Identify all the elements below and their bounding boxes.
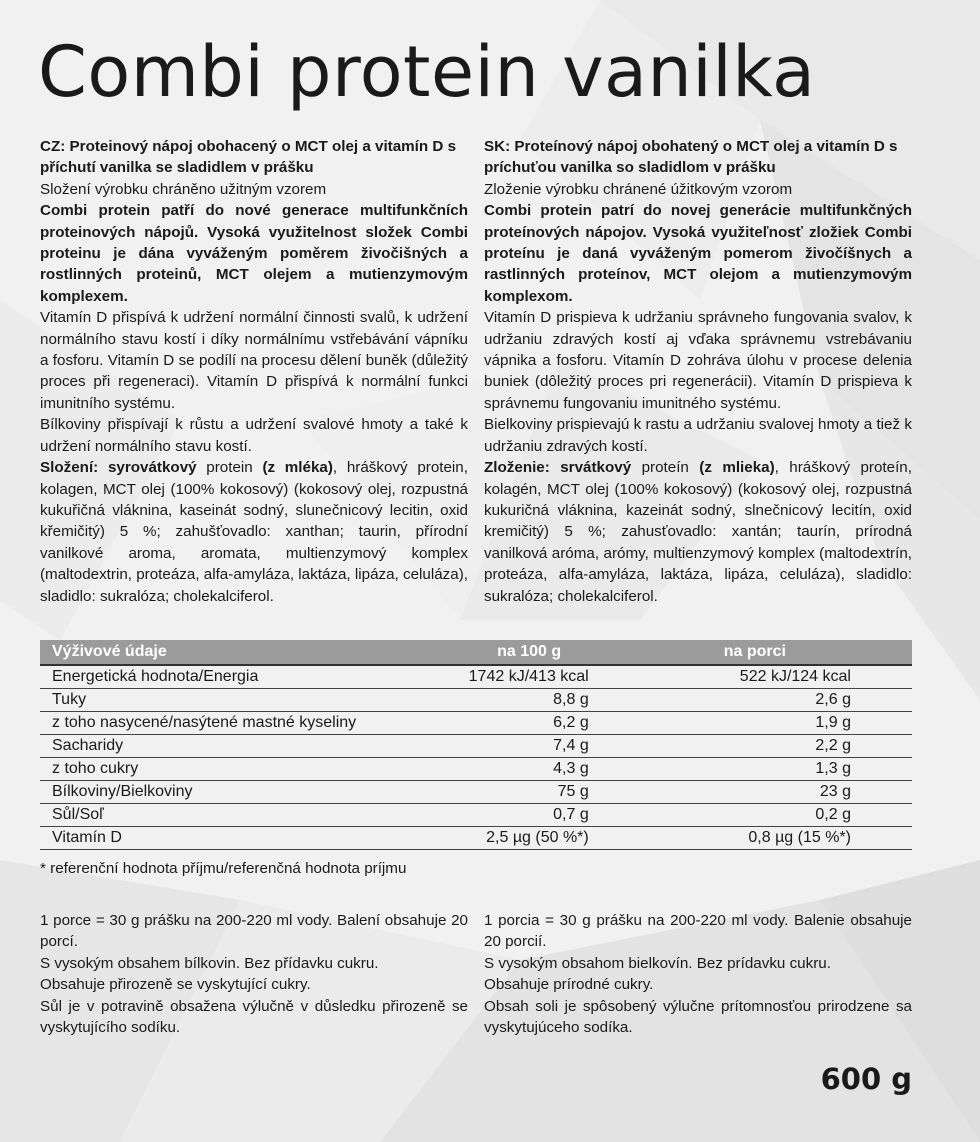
nutrient-per100: 7,4 g bbox=[406, 735, 589, 758]
sk-claim: S vysokým obsahom bielkovín. Bez prídavku cukru. bbox=[484, 954, 831, 972]
cz-ingredient-milk: (z mléka) bbox=[262, 459, 333, 477]
slovak-bottom-block bbox=[484, 910, 912, 1038]
nutrient-perserving: 23 g bbox=[589, 781, 851, 804]
sk-serving-info: 1 porcia = 30 g prášku na 200-220 ml vody. Balenie obsahuje 20 porcií. bbox=[484, 912, 912, 951]
sk-protected-note: Zloženie výrobku chránené úžitkovým vzorom bbox=[484, 180, 793, 198]
nutrient-perserving: 522 kJ/124 kcal bbox=[589, 665, 851, 689]
nutrient-per100: 0,7 g bbox=[406, 804, 589, 827]
czech-bottom-block bbox=[40, 910, 468, 1038]
cz-ingredient-whey: syrovátkový bbox=[107, 459, 197, 477]
nutrient-name: Energetická hodnota/Energia bbox=[40, 665, 406, 689]
cz-claim: S vysokým obsahem bílkovin. Bez přídavku cukru. bbox=[40, 954, 379, 972]
nutrient-perserving: 1,3 g bbox=[589, 758, 851, 781]
sk-salt-note: Obsah soli je spôsobený výlučne prítomnosťou prirodzene sa vyskytujúceho sodíka. bbox=[484, 997, 912, 1037]
product-title: Combi protein vanilka bbox=[38, 31, 816, 113]
cz-ingredient-text1: protein bbox=[196, 459, 263, 477]
row-spacer bbox=[851, 781, 912, 804]
nutrient-perserving: 2,2 g bbox=[589, 735, 851, 758]
cz-salt-note: Sůl je v potravině obsažena výlučně v důsledku přirozeně se vyskytujícího sodíku. bbox=[40, 997, 468, 1037]
net-weight: 600 g bbox=[820, 1062, 912, 1096]
cz-vitamin-text: Vitamín D přispívá k udržení normální činnosti svalů, k udržení normálního stavu kostí i díky normálnímu vstřebávání vápníku a fosforu. Vitamín D se podílí na procesu dělení buněk (důležitý proces při regeneraci). Vitamín D přispívá k normální funkci imunitního systému. bbox=[40, 309, 468, 412]
sk-ingredient-text1: proteín bbox=[631, 459, 700, 477]
cz-natural-sugar: Obsahuje přirozeně se vyskytující cukry. bbox=[40, 976, 311, 994]
cz-ingredient-text2: , hráškový protein, kolagen, MCT olej (100% kokosový) (kokosový olej, rozpustná kukuřičná vláknina, kaseinát sodný, slunečnicový lecitin, oxid křemičitý) 5 %; zahušťovadlo: xanthan; taurin, přírodní vanilkové aroma, aromata, multienzymový komplex (maltodextrin, proteáza, alfa-amyláza, laktáza, lipáza, celuláza), sladidlo: sukralóza; cholekalciferol. bbox=[40, 459, 468, 605]
row-spacer bbox=[851, 689, 912, 712]
sk-protein-text: Bielkoviny prispievajú k rastu a udržaniu svalovej hmoty a tiež k udržaniu zdravých kostí. bbox=[484, 416, 912, 455]
slovak-column bbox=[484, 136, 912, 607]
table-row bbox=[40, 689, 912, 712]
nutrient-per100: 8,8 g bbox=[406, 689, 589, 712]
table-row bbox=[40, 827, 912, 850]
sk-ingredient-whey: srvátkový bbox=[560, 459, 632, 477]
sk-vitamin-text: Vitamín D prispieva k udržaniu správneho fungovania svalov, k udržaniu zdravých kostí aj vďaka správnemu vstrebávaniu vápnika a fosforu. Vitamín D zohráva úlohu v procese delenia buniek (dôležitý proces pri regenerácii). Vitamín D prispieva k správnemu fungovaniu imunitného systému. bbox=[484, 309, 912, 412]
nutrition-header-row bbox=[40, 640, 912, 665]
cz-ingredients-label: Složení: bbox=[40, 459, 99, 477]
nutrient-name: Vitamín D bbox=[40, 827, 406, 850]
sk-ingredients bbox=[484, 457, 912, 607]
row-spacer bbox=[851, 712, 912, 735]
nutrient-per100: 1742 kJ/413 kcal bbox=[406, 665, 589, 689]
nutrient-perserving: 2,6 g bbox=[589, 689, 851, 712]
row-spacer bbox=[851, 827, 912, 850]
cz-heading: CZ: Proteinový nápoj obohacený o MCT olej a vitamín D s příchutí vanilka se sladidlem v prášku bbox=[40, 138, 457, 177]
row-spacer bbox=[851, 665, 912, 689]
table-row bbox=[40, 781, 912, 804]
czech-column bbox=[40, 136, 468, 607]
nutrient-perserving: 0,8 µg (15 %*) bbox=[589, 827, 851, 850]
nutrient-per100: 75 g bbox=[406, 781, 589, 804]
table-row bbox=[40, 804, 912, 827]
cz-intro: Combi protein patří do nové generace multifunkčních proteinových nápojů. Vysoká využitelnost složek Combi proteinu je dána vyváženým poměrem živočišných a rostlinných proteinů, MCT olejem a mutienzymovým komplexem. bbox=[40, 202, 468, 305]
table-row bbox=[40, 665, 912, 689]
row-spacer bbox=[851, 804, 912, 827]
nutrient-perserving: 1,9 g bbox=[589, 712, 851, 735]
row-spacer bbox=[851, 735, 912, 758]
sk-natural-sugar: Obsahuje prírodné cukry. bbox=[484, 976, 654, 994]
cz-protected-note: Složení výrobku chráněno užitným vzorem bbox=[40, 180, 327, 198]
sk-ingredient-milk: (z mlieka) bbox=[699, 459, 775, 477]
nutrition-header-spacer bbox=[851, 640, 912, 665]
sk-ingredient-text2: , hráškový proteín, kolagén, MCT olej (100% kokosový) (kokosový olej, rozpustná kukuričná vláknina, kazeinát sodný, slnečnicový lecitín, oxid kremičitý) 5 %; zahusťovadlo: xantán; taurín, prírodná vanilková aróma, arómy, multienzymový komplex (maltodextrín, proteáza, alfa-amyláza, laktáza, lipáza, celuláza), sladidlo: sukralóza; cholekalciferol. bbox=[484, 459, 912, 605]
nutrient-per100: 6,2 g bbox=[406, 712, 589, 735]
nutrient-name: Sůl/Soľ bbox=[40, 804, 406, 827]
cz-serving-info: 1 porce = 30 g prášku na 200-220 ml vody. Balení obsahuje 20 porcí. bbox=[40, 912, 468, 951]
nutrient-per100: 4,3 g bbox=[406, 758, 589, 781]
nutrient-per100: 2,5 µg (50 %*) bbox=[406, 827, 589, 850]
nutrient-name: Bílkoviny/Bielkoviny bbox=[40, 781, 406, 804]
sk-intro: Combi protein patrí do novej generácie multifunkčných proteínových nápojov. Vysoká využiteľnosť zložiek Combi proteínu je daná vyváženým pomerom živočíšnych a rastlinných proteínov, MCT olejom a mutienzymovým komplexom. bbox=[484, 202, 912, 305]
nutrition-table bbox=[40, 640, 912, 850]
cz-ingredients bbox=[40, 457, 468, 607]
row-spacer bbox=[851, 758, 912, 781]
nutrition-header-per100: na 100 g bbox=[406, 640, 589, 665]
table-row bbox=[40, 712, 912, 735]
sk-ingredients-label: Zloženie: bbox=[484, 459, 550, 477]
nutrient-name: Tuky bbox=[40, 689, 406, 712]
nutrition-header-perserving: na porci bbox=[589, 640, 851, 665]
sk-heading: SK: Proteínový nápoj obohatený o MCT olej a vitamín D s príchuťou vanilka so sladidlom v prášku bbox=[484, 138, 898, 177]
nutrient-perserving: 0,2 g bbox=[589, 804, 851, 827]
cz-protein-text: Bílkoviny přispívají k růstu a udržení svalové hmoty a také k udržení normálního stavu kostí. bbox=[40, 416, 468, 455]
table-row bbox=[40, 735, 912, 758]
nutrient-name: z toho nasycené/nasýtené mastné kyseliny bbox=[40, 712, 406, 735]
table-row bbox=[40, 758, 912, 781]
nutrition-footnote: * referenční hodnota příjmu/referenčná hodnota príjmu bbox=[40, 860, 407, 877]
nutrient-name: Sacharidy bbox=[40, 735, 406, 758]
nutrient-name: z toho cukry bbox=[40, 758, 406, 781]
nutrition-header-label: Výživové údaje bbox=[40, 640, 406, 665]
